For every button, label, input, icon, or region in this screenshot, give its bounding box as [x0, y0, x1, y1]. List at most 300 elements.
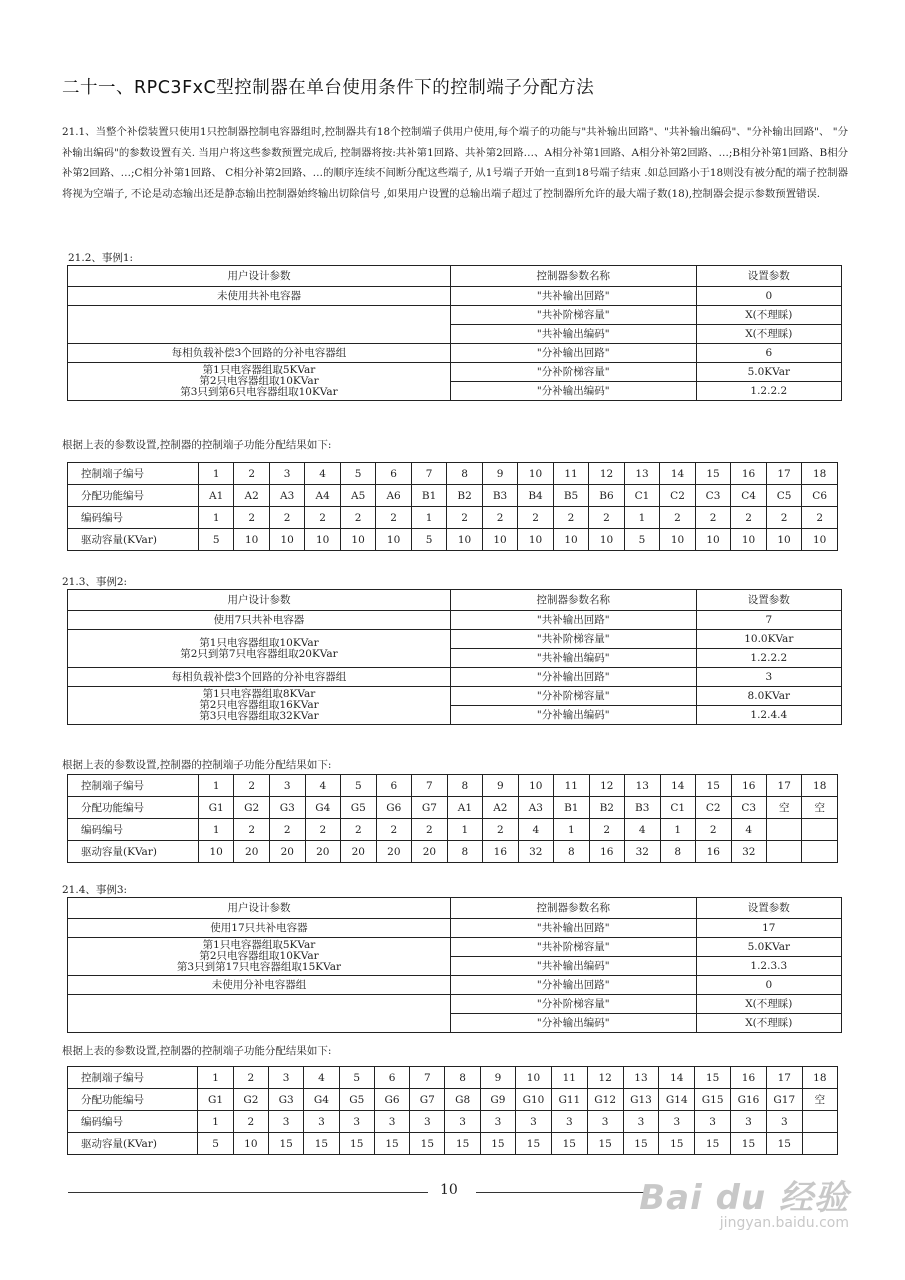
user-param-cell: [68, 687, 451, 725]
param-value-cell: 1.2.2.2: [696, 382, 841, 401]
terminal-cell: G3: [269, 1089, 304, 1111]
user-param-cell: [68, 306, 451, 344]
param-row: [68, 363, 842, 382]
terminal-cell: G1: [198, 1089, 233, 1111]
terminal-cell: [802, 841, 838, 863]
terminal-cell: 3: [766, 1111, 802, 1133]
terminal-table: [67, 1066, 838, 1155]
terminal-cell: 5: [411, 529, 446, 551]
terminal-cell: [767, 841, 802, 863]
param-row: [68, 344, 842, 363]
user-param-cell: [68, 919, 451, 938]
terminal-cell: 10: [766, 529, 802, 551]
param-row: [68, 919, 842, 938]
terminal-cell: C2: [660, 485, 696, 507]
param-row: [68, 287, 842, 306]
terminal-cell: 1: [198, 819, 234, 841]
terminal-row: [68, 1111, 838, 1133]
terminal-cell: B2: [589, 797, 624, 819]
terminal-cell: 12: [589, 463, 624, 485]
param-name-cell: "分补输出编码": [450, 706, 696, 725]
terminal-row: [68, 485, 838, 507]
terminal-cell: 1: [198, 463, 233, 485]
terminal-cell: 6: [374, 1067, 409, 1089]
watermark: [639, 1170, 849, 1231]
terminal-cell: 2: [483, 819, 518, 841]
terminal-cell: B5: [553, 485, 588, 507]
terminal-cell: 2: [376, 507, 411, 529]
param-name-cell: "分补输出编码": [450, 1014, 696, 1033]
terminal-cell: 17: [766, 463, 802, 485]
param-row: [68, 976, 842, 995]
terminal-cell: G4: [305, 797, 341, 819]
terminal-cell: 15: [695, 1133, 731, 1155]
terminal-cell: G5: [341, 797, 377, 819]
terminal-cell: 32: [625, 841, 660, 863]
terminal-cell: 2: [234, 775, 270, 797]
terminal-cell: 8: [660, 841, 696, 863]
terminal-cell: G2: [234, 797, 270, 819]
terminal-cell: 8: [447, 463, 482, 485]
row-label-cell: 分配功能编号: [68, 797, 199, 819]
terminal-cell: 18: [802, 775, 838, 797]
terminal-cell: 18: [802, 463, 838, 485]
terminal-cell: 3: [731, 1111, 767, 1133]
terminal-cell: G7: [410, 1089, 445, 1111]
terminal-cell: 10: [234, 529, 269, 551]
row-label-cell: 编码编号: [68, 1111, 198, 1133]
terminal-cell: G6: [376, 797, 412, 819]
terminal-cell: G14: [659, 1089, 695, 1111]
user-param-cell: [68, 287, 451, 306]
terminal-cell: 2: [233, 1111, 268, 1133]
terminal-row: [68, 529, 838, 551]
terminal-cell: 1: [624, 507, 660, 529]
terminal-cell: A1: [198, 485, 233, 507]
param-value-cell: 1.2.3.3: [696, 957, 841, 976]
terminal-cell: 20: [341, 841, 377, 863]
terminal-cell: 2: [305, 819, 341, 841]
terminal-cell: 3: [516, 1111, 552, 1133]
terminal-cell: 2: [553, 507, 588, 529]
terminal-cell: G15: [695, 1089, 731, 1111]
param-row: [68, 995, 842, 1014]
param-value-cell: 6: [696, 344, 841, 363]
terminal-cell: 2: [269, 819, 305, 841]
terminal-cell: G13: [623, 1089, 659, 1111]
terminal-cell: 3: [410, 1111, 445, 1133]
param-name-cell: "共补输出编码": [450, 957, 696, 976]
footer-rule-left: [68, 1192, 428, 1193]
param-table: [67, 589, 842, 725]
param-name-cell: "共补输出编码": [450, 325, 696, 344]
terminal-cell: G5: [339, 1089, 374, 1111]
terminal-cell: 15: [304, 1133, 339, 1155]
param-name-cell: "分补阶梯容量": [450, 363, 696, 382]
terminal-cell: B6: [589, 485, 624, 507]
terminal-cell: B2: [447, 485, 482, 507]
terminal-cell: 15: [696, 775, 732, 797]
terminal-cell: 3: [304, 1111, 339, 1133]
terminal-cell: G4: [304, 1089, 339, 1111]
user-param-line: 使用7只共补电容器: [213, 613, 305, 626]
param-row: [68, 611, 842, 630]
terminal-cell: A3: [269, 485, 304, 507]
terminal-cell: G10: [516, 1089, 552, 1111]
param-value-cell: 5.0KVar: [696, 938, 841, 957]
param-name-cell: "分补输出回路": [450, 344, 696, 363]
terminal-cell: 8: [447, 775, 482, 797]
row-label-cell: 编码编号: [68, 819, 199, 841]
param-header-cell: 设置参数: [696, 590, 841, 611]
terminal-cell: G17: [766, 1089, 802, 1111]
terminal-cell: 10: [447, 529, 482, 551]
terminal-cell: 5: [341, 775, 377, 797]
terminal-cell: B3: [625, 797, 660, 819]
terminal-cell: 10: [518, 775, 553, 797]
terminal-cell: 10: [518, 529, 553, 551]
terminal-cell: A6: [376, 485, 411, 507]
terminal-cell: 11: [551, 1067, 587, 1089]
terminal-cell: 10: [198, 841, 234, 863]
param-header-cell: 用户设计参数: [68, 266, 451, 287]
param-header-cell: 设置参数: [696, 266, 841, 287]
terminal-cell: 16: [731, 1067, 767, 1089]
user-param-line: 第3只到第17只电容器组取15KVar: [176, 961, 342, 973]
example-heading: 21.4、事例3:: [62, 884, 128, 896]
example-heading: 21.3、事例2:: [62, 576, 128, 588]
user-param-cell: [68, 995, 451, 1033]
terminal-cell: G9: [480, 1089, 515, 1111]
terminal-cell: 16: [589, 841, 624, 863]
terminal-cell: 1: [198, 775, 234, 797]
row-label-cell: 控制端子编号: [68, 1067, 198, 1089]
terminal-cell: 20: [376, 841, 412, 863]
terminal-cell: 10: [269, 529, 304, 551]
terminal-cell: 10: [660, 529, 696, 551]
terminal-row: [68, 1089, 838, 1111]
terminal-cell: A1: [447, 797, 482, 819]
terminal-cell: 13: [624, 463, 660, 485]
param-value-cell: 1.2.4.4: [696, 706, 841, 725]
param-value-cell: 3: [696, 668, 841, 687]
param-row: [68, 630, 842, 649]
terminal-cell: 10: [802, 529, 838, 551]
terminal-cell: 13: [625, 775, 660, 797]
terminal-cell: C1: [624, 485, 660, 507]
param-value-cell: 17: [696, 919, 841, 938]
param-name-cell: "共补输出回路": [450, 919, 696, 938]
terminal-cell: 空: [802, 797, 838, 819]
terminal-cell: 2: [518, 507, 553, 529]
terminal-cell: 14: [659, 1067, 695, 1089]
terminal-cell: G12: [587, 1089, 623, 1111]
terminal-cell: 11: [553, 463, 588, 485]
terminal-cell: 16: [731, 463, 767, 485]
terminal-cell: 10: [482, 529, 517, 551]
row-label-cell: 驱动容量(KVar): [68, 1133, 198, 1155]
terminal-cell: A2: [483, 797, 518, 819]
terminal-cell: 15: [374, 1133, 409, 1155]
terminal-cell: 10: [340, 529, 375, 551]
user-param-line: 未使用分补电容器组: [211, 978, 307, 991]
param-value-cell: 5.0KVar: [696, 363, 841, 382]
param-table: [67, 265, 842, 401]
param-name-cell: "共补输出回路": [450, 611, 696, 630]
param-name-cell: "分补输出回路": [450, 976, 696, 995]
terminal-row: [68, 841, 838, 863]
terminal-cell: 15: [623, 1133, 659, 1155]
page-title: 二十一、RPC3FxC型控制器在单台使用条件下的控制端子分配方法: [62, 78, 595, 98]
terminal-cell: 10: [731, 529, 767, 551]
terminal-cell: 10: [589, 529, 624, 551]
terminal-cell: [802, 1111, 837, 1133]
example-heading: 21.2、事例1:: [68, 252, 134, 264]
terminal-cell: 1: [660, 819, 696, 841]
terminal-cell: 20: [305, 841, 341, 863]
user-param-line: 每相负载补偿3个回路的分补电容器组: [171, 346, 347, 359]
terminal-cell: 2: [340, 507, 375, 529]
terminal-cell: G7: [412, 797, 448, 819]
terminal-cell: 6: [376, 775, 412, 797]
param-header-cell: 设置参数: [696, 898, 841, 919]
terminal-cell: 4: [305, 775, 341, 797]
user-param-cell: [68, 976, 451, 995]
row-label-cell: 控制端子编号: [68, 463, 199, 485]
terminal-cell: 3: [339, 1111, 374, 1133]
terminal-cell: 3: [551, 1111, 587, 1133]
intro-paragraph: 21.1、当整个补偿装置只使用1只控制器控制电容器组时,控制器共有18个控制端子供用户使用,每个端子的功能与"共补输出回路"、"共补输出编码"、"分补输出回路"、 "分补输出编码"的参数设置有关. 当用户将这些参数预置完成后, 控制器将按:共补第1回路、共补第2回路…、A相分补第1回路、A相分补第2回路、…;B相分补第1回路、B相分补第2回路、…;C相分补第1回路、 C相分补第2回路、…的顺序连续不间断分配这些端子, 从1号端子开始一直到18号端子结束 .如总回路小于18则没有被分配的端子控制器将视为空端子, 不论是动态输出还是静态输出控制器始终输出切除信号 ,如果用户设置的总输出端子超过了控制器所允许的最大端子数(18),控制器会提示参数预置错误.: [62, 126, 848, 200]
row-label-cell: 编码编号: [68, 507, 199, 529]
terminal-cell: 15: [695, 463, 731, 485]
param-value-cell: 1.2.2.2: [696, 649, 841, 668]
terminal-cell: 10: [518, 463, 553, 485]
terminal-cell: 2: [305, 507, 340, 529]
terminal-cell: 2: [447, 507, 482, 529]
user-param-line: 使用17只共补电容器: [210, 921, 308, 934]
result-caption: 根据上表的参数设置,控制器的控制端子功能分配结果如下:: [62, 1045, 332, 1057]
terminal-cell: 10: [516, 1067, 552, 1089]
row-label-cell: 分配功能编号: [68, 1089, 198, 1111]
terminal-cell: 2: [376, 819, 412, 841]
user-param-line: 第1只电容器组取5KVar: [202, 364, 316, 376]
param-value-cell: 0: [696, 287, 841, 306]
terminal-cell: 15: [410, 1133, 445, 1155]
terminal-cell: 16: [483, 841, 518, 863]
terminal-cell: 2: [766, 507, 802, 529]
terminal-cell: 15: [445, 1133, 480, 1155]
terminal-cell: 1: [198, 1067, 233, 1089]
terminal-cell: B3: [482, 485, 517, 507]
terminal-cell: 2: [696, 819, 732, 841]
terminal-cell: 11: [554, 775, 589, 797]
terminal-cell: B1: [554, 797, 589, 819]
user-param-line: 第2只电容器组取16KVar: [199, 699, 319, 711]
terminal-cell: [802, 819, 838, 841]
terminal-cell: 2: [802, 507, 838, 529]
terminal-cell: G16: [731, 1089, 767, 1111]
terminal-cell: 9: [480, 1067, 515, 1089]
terminal-cell: 2: [269, 507, 304, 529]
terminal-cell: 20: [269, 841, 305, 863]
terminal-cell: 4: [625, 819, 660, 841]
user-param-cell: [68, 611, 451, 630]
param-value-cell: X(不理睬): [696, 325, 841, 344]
result-caption: 根据上表的参数设置,控制器的控制端子功能分配结果如下:: [62, 759, 332, 771]
terminal-cell: 2: [482, 507, 517, 529]
user-param-line: 第2只电容器组取10KVar: [199, 950, 319, 962]
terminal-row: [68, 797, 838, 819]
terminal-cell: 2: [412, 819, 448, 841]
user-param-cell: [68, 938, 451, 976]
terminal-row: [68, 819, 838, 841]
terminal-cell: A5: [340, 485, 375, 507]
terminal-table: [67, 774, 838, 863]
terminal-cell: 13: [623, 1067, 659, 1089]
terminal-cell: G3: [269, 797, 305, 819]
terminal-cell: 5: [198, 1133, 233, 1155]
terminal-cell: 10: [695, 529, 731, 551]
terminal-cell: 3: [269, 1111, 304, 1133]
terminal-cell: C3: [731, 797, 767, 819]
terminal-cell: C3: [695, 485, 731, 507]
terminal-cell: 15: [551, 1133, 587, 1155]
param-header-cell: 控制器参数名称: [450, 266, 696, 287]
user-param-cell: [68, 344, 451, 363]
watermark-url: jingyan.baidu.com: [719, 1215, 849, 1231]
param-name-cell: "共补阶梯容量": [450, 938, 696, 957]
terminal-cell: 1: [198, 1111, 233, 1133]
param-header-cell: 用户设计参数: [68, 590, 451, 611]
param-row: [68, 306, 842, 325]
terminal-cell: 20: [412, 841, 448, 863]
terminal-cell: G1: [198, 797, 234, 819]
terminal-cell: 2: [234, 819, 270, 841]
terminal-row: [68, 1067, 838, 1089]
terminal-cell: 10: [233, 1133, 268, 1155]
terminal-cell: 16: [696, 841, 732, 863]
terminal-cell: 2: [660, 507, 696, 529]
param-value-cell: X(不理睬): [696, 306, 841, 325]
param-value-cell: 10.0KVar: [696, 630, 841, 649]
terminal-cell: [802, 1133, 837, 1155]
terminal-cell: 14: [660, 775, 696, 797]
terminal-cell: C2: [696, 797, 732, 819]
terminal-cell: 4: [518, 819, 553, 841]
terminal-cell: 空: [802, 1089, 837, 1111]
terminal-cell: 12: [587, 1067, 623, 1089]
terminal-row: [68, 507, 838, 529]
terminal-cell: A3: [518, 797, 553, 819]
terminal-cell: 2: [589, 819, 624, 841]
terminal-cell: C6: [802, 485, 838, 507]
terminal-cell: 3: [587, 1111, 623, 1133]
terminal-cell: 8: [554, 841, 589, 863]
param-value-cell: 0: [696, 976, 841, 995]
terminal-cell: 4: [731, 819, 767, 841]
terminal-cell: 1: [447, 819, 482, 841]
terminal-cell: 4: [304, 1067, 339, 1089]
param-row: [68, 668, 842, 687]
terminal-cell: 15: [766, 1133, 802, 1155]
terminal-cell: 2: [233, 1067, 268, 1089]
terminal-cell: 3: [269, 775, 305, 797]
terminal-cell: 32: [518, 841, 553, 863]
user-param-line: 第1只电容器组取10KVar: [199, 636, 319, 649]
user-param-line: 未使用共补电容器: [216, 289, 301, 302]
terminal-cell: 15: [480, 1133, 515, 1155]
user-param-line: 第2只电容器组取10KVar: [199, 375, 319, 387]
user-param-line: 第1只电容器组取8KVar: [202, 688, 316, 700]
user-param-line: 第3只电容器组取32KVar: [199, 710, 319, 722]
terminal-cell: G11: [551, 1089, 587, 1111]
terminal-cell: 3: [374, 1111, 409, 1133]
terminal-cell: 10: [553, 529, 588, 551]
terminal-cell: 18: [802, 1067, 837, 1089]
param-value-cell: X(不理睬): [696, 995, 841, 1014]
param-name-cell: "分补阶梯容量": [450, 995, 696, 1014]
terminal-table: [67, 462, 838, 551]
terminal-cell: 8: [445, 1067, 480, 1089]
terminal-cell: 15: [695, 1067, 731, 1089]
terminal-cell: 32: [731, 841, 767, 863]
param-name-cell: "分补输出编码": [450, 382, 696, 401]
terminal-cell: 15: [269, 1133, 304, 1155]
param-name-cell: "分补阶梯容量": [450, 687, 696, 706]
terminal-row: [68, 463, 838, 485]
terminal-cell: 7: [410, 1067, 445, 1089]
terminal-cell: 10: [376, 529, 411, 551]
terminal-cell: 5: [624, 529, 660, 551]
user-param-line: 每相负载补偿3个回路的分补电容器组: [171, 670, 347, 683]
param-name-cell: "分补输出回路": [450, 668, 696, 687]
terminal-cell: 15: [516, 1133, 552, 1155]
terminal-cell: 2: [234, 463, 269, 485]
terminal-cell: 15: [731, 1133, 767, 1155]
terminal-cell: 2: [234, 507, 269, 529]
user-param-cell: [68, 630, 451, 668]
terminal-cell: B4: [518, 485, 553, 507]
terminal-row: [68, 775, 838, 797]
terminal-cell: C5: [766, 485, 802, 507]
terminal-cell: B1: [411, 485, 446, 507]
param-header-cell: 用户设计参数: [68, 898, 451, 919]
param-name-cell: "共补阶梯容量": [450, 630, 696, 649]
row-label-cell: 控制端子编号: [68, 775, 199, 797]
result-caption: 根据上表的参数设置,控制器的控制端子功能分配结果如下:: [62, 439, 332, 451]
terminal-cell: 14: [660, 463, 696, 485]
terminal-cell: 17: [766, 1067, 802, 1089]
terminal-cell: 3: [269, 1067, 304, 1089]
terminal-cell: 4: [305, 463, 340, 485]
terminal-cell: 7: [412, 775, 448, 797]
terminal-cell: 3: [445, 1111, 480, 1133]
terminal-cell: 3: [480, 1111, 515, 1133]
footer-rule-right: [476, 1192, 646, 1193]
terminal-cell: 3: [695, 1111, 731, 1133]
terminal-cell: C4: [731, 485, 767, 507]
terminal-cell: 9: [483, 775, 518, 797]
terminal-cell: 9: [482, 463, 517, 485]
terminal-cell: 15: [659, 1133, 695, 1155]
param-name-cell: "共补阶梯容量": [450, 306, 696, 325]
terminal-cell: 8: [447, 841, 482, 863]
terminal-cell: 1: [411, 507, 446, 529]
row-label-cell: 驱动容量(KVar): [68, 841, 199, 863]
terminal-cell: 7: [411, 463, 446, 485]
param-row: [68, 687, 842, 706]
terminal-cell: 1: [198, 507, 233, 529]
